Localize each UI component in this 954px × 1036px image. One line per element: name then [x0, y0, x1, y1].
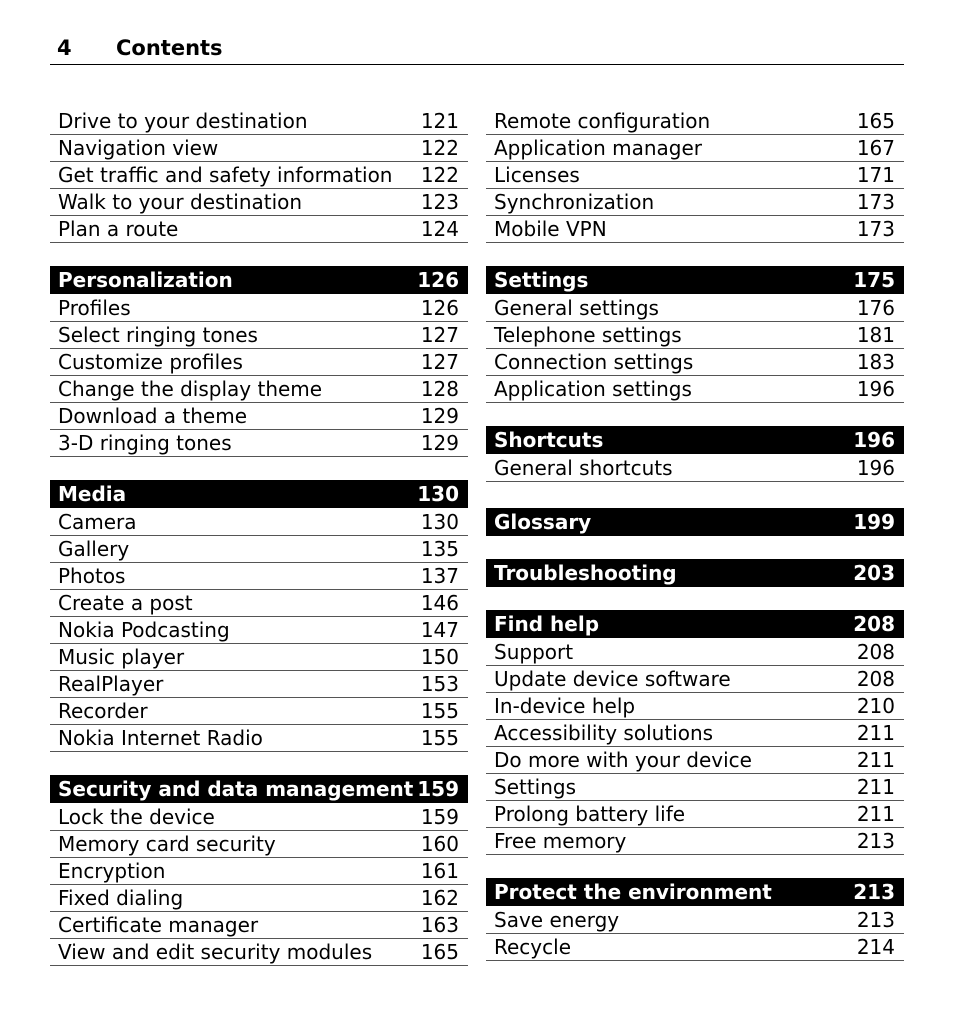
section-title: Glossary	[494, 510, 592, 534]
toc-entry-page: 130	[420, 510, 459, 534]
toc-entry[interactable]	[50, 295, 468, 322]
section-page: 159	[417, 777, 459, 801]
toc-entry-title: Accessibility solutions	[494, 721, 714, 745]
toc-entry[interactable]	[50, 135, 468, 162]
toc-entry-page: 137	[420, 564, 459, 588]
toc-entry-title: Camera	[58, 510, 137, 534]
toc-column-right	[486, 108, 904, 961]
toc-section-shortcuts[interactable]	[486, 426, 904, 454]
toc-entry[interactable]	[50, 216, 468, 243]
section-page: 199	[853, 510, 895, 534]
toc-entry[interactable]	[486, 108, 904, 135]
toc-entry-title: Settings	[494, 775, 577, 799]
toc-entry[interactable]	[50, 162, 468, 189]
toc-entry-title: 3-D ringing tones	[58, 431, 232, 455]
section-title: Media	[58, 482, 127, 506]
toc-entry[interactable]	[486, 720, 904, 747]
toc-entry[interactable]	[50, 349, 468, 376]
toc-entry-title: Gallery	[58, 537, 130, 561]
toc-entry[interactable]	[50, 912, 468, 939]
toc-entry[interactable]	[486, 774, 904, 801]
toc-entry[interactable]	[50, 698, 468, 725]
toc-entry[interactable]	[50, 189, 468, 216]
toc-entry-title: Drive to your destination	[58, 109, 308, 133]
toc-entry-page: 211	[856, 748, 895, 772]
toc-entry[interactable]	[486, 747, 904, 774]
toc-entry-page: 181	[856, 323, 895, 347]
toc-entry-page: 155	[420, 726, 459, 750]
toc-entry-page: 127	[420, 350, 459, 374]
page-number: 4	[57, 36, 72, 60]
toc-entry-title: Do more with your device	[494, 748, 752, 772]
toc-entry-title: Licenses	[494, 163, 580, 187]
toc-entry-page: 171	[856, 163, 895, 187]
toc-entry-page: 124	[420, 217, 459, 241]
toc-entry-title: Walk to your destination	[58, 190, 303, 214]
section-title: Settings	[494, 268, 589, 292]
toc-entry[interactable]	[50, 430, 468, 457]
toc-entry-title: Recorder	[58, 699, 148, 723]
toc-entry[interactable]	[486, 189, 904, 216]
toc-entry-page: 129	[420, 431, 459, 455]
toc-entry-page: 163	[420, 913, 459, 937]
toc-entry-title: Change the display theme	[58, 377, 323, 401]
toc-entry-title: General settings	[494, 296, 659, 320]
toc-entry[interactable]	[486, 349, 904, 376]
toc-entry[interactable]	[486, 455, 904, 482]
toc-entry[interactable]	[50, 617, 468, 644]
toc-section-protect-environment[interactable]	[486, 878, 904, 906]
toc-entry-page: 123	[420, 190, 459, 214]
toc-entry-title: Download a theme	[58, 404, 247, 428]
toc-entry-title: Save energy	[494, 908, 620, 932]
toc-section-security[interactable]	[50, 775, 468, 803]
page-header	[50, 34, 904, 65]
toc-entry[interactable]	[50, 536, 468, 563]
toc-section-glossary[interactable]	[486, 508, 904, 536]
toc-entry[interactable]	[50, 858, 468, 885]
toc-entry-title: Telephone settings	[494, 323, 682, 347]
toc-entry-page: 127	[420, 323, 459, 347]
toc-entry[interactable]	[486, 135, 904, 162]
toc-entry-title: Plan a route	[58, 217, 179, 241]
toc-entry[interactable]	[50, 671, 468, 698]
toc-entry-page: 196	[856, 456, 895, 480]
toc-entry-title: Synchronization	[494, 190, 655, 214]
section-title: Protect the environment	[494, 880, 772, 904]
toc-entry-page: 126	[420, 296, 459, 320]
toc-entry-page: 147	[420, 618, 459, 642]
toc-entry-title: Nokia Podcasting	[58, 618, 230, 642]
toc-entry-page: 161	[420, 859, 459, 883]
page-title: Contents	[116, 36, 223, 60]
toc-section-personalization[interactable]	[50, 266, 468, 294]
toc-entry-page: 211	[856, 721, 895, 745]
toc-entry[interactable]	[486, 162, 904, 189]
toc-entry-title: Free memory	[494, 829, 627, 853]
toc-entry-page: 155	[420, 699, 459, 723]
toc-entry[interactable]	[50, 644, 468, 671]
toc-entry-page: 162	[420, 886, 459, 910]
section-title: Find help	[494, 612, 600, 636]
section-page: 208	[853, 612, 895, 636]
toc-entry-title: In-device help	[494, 694, 636, 718]
section-page: 213	[853, 880, 895, 904]
toc-entry-page: 210	[856, 694, 895, 718]
toc-entry[interactable]	[50, 108, 468, 135]
toc-entry-title: Photos	[58, 564, 126, 588]
toc-entry-page: 196	[856, 377, 895, 401]
toc-entry-page: 211	[856, 802, 895, 826]
section-title: Shortcuts	[494, 428, 604, 452]
section-page: 175	[853, 268, 895, 292]
toc-entry[interactable]	[50, 939, 468, 966]
toc-entry-page: 150	[420, 645, 459, 669]
toc-entry-page: 160	[420, 832, 459, 856]
toc-entry-title: Create a post	[58, 591, 193, 615]
toc-entry-title: Recycle	[494, 935, 571, 959]
toc-section-media[interactable]	[50, 480, 468, 508]
toc-entry[interactable]	[50, 804, 468, 831]
toc-entry[interactable]	[486, 801, 904, 828]
toc-entry-page: 129	[420, 404, 459, 428]
toc-entry[interactable]	[486, 376, 904, 403]
toc-entry-page: 122	[420, 163, 459, 187]
toc-entry-page: 122	[420, 136, 459, 160]
toc-entry[interactable]	[50, 885, 468, 912]
toc-entry[interactable]	[486, 322, 904, 349]
toc-entry[interactable]	[50, 590, 468, 617]
toc-entry-title: Certificate manager	[58, 913, 259, 937]
toc-entry-title: Lock the device	[58, 805, 215, 829]
toc-entry-title: View and edit security modules	[58, 940, 373, 964]
toc-entry-page: 165	[856, 109, 895, 133]
toc-entry-title: Music player	[58, 645, 185, 669]
toc-entry-page: 213	[856, 908, 895, 932]
toc-entry-title: RealPlayer	[58, 672, 164, 696]
toc-entry[interactable]	[486, 639, 904, 666]
toc-entry-page: 121	[420, 109, 459, 133]
toc-entry-title: Customize profiles	[58, 350, 243, 374]
toc-entry[interactable]	[486, 295, 904, 322]
toc-entry-page: 176	[856, 296, 895, 320]
toc-entry-page: 135	[420, 537, 459, 561]
toc-entry-title: Prolong battery life	[494, 802, 686, 826]
toc-entry[interactable]	[50, 725, 468, 752]
toc-entry-page: 173	[856, 217, 895, 241]
toc-entry-page: 165	[420, 940, 459, 964]
toc-entry-page: 183	[856, 350, 895, 374]
toc-entry[interactable]	[486, 666, 904, 693]
toc-entry-title: Get traffic and safety information	[58, 163, 393, 187]
toc-entry[interactable]	[50, 322, 468, 349]
toc-entry[interactable]	[486, 934, 904, 961]
toc-entry-page: 213	[856, 829, 895, 853]
toc-entry-page: 128	[420, 377, 459, 401]
toc-entry-title: Support	[494, 640, 574, 664]
toc-entry[interactable]	[50, 563, 468, 590]
toc-entry-title: Connection settings	[494, 350, 694, 374]
toc-entry-page: 153	[420, 672, 459, 696]
toc-entry[interactable]	[50, 509, 468, 536]
toc-entry-page: 173	[856, 190, 895, 214]
toc-entry[interactable]	[50, 376, 468, 403]
section-title: Security and data management	[58, 777, 414, 801]
toc-entry[interactable]	[486, 828, 904, 855]
toc-entry-title: Application manager	[494, 136, 702, 160]
toc-entry-page: 208	[856, 667, 895, 691]
toc-entry[interactable]	[50, 403, 468, 430]
toc-entry-title: Encryption	[58, 859, 166, 883]
toc-section-troubleshooting[interactable]	[486, 559, 904, 587]
toc-entry[interactable]	[50, 831, 468, 858]
toc-entry[interactable]	[486, 693, 904, 720]
toc-column-left	[50, 108, 468, 966]
section-page: 130	[417, 482, 459, 506]
toc-entry-title: Application settings	[494, 377, 692, 401]
toc-entry[interactable]	[486, 907, 904, 934]
toc-entry-title: Nokia Internet Radio	[58, 726, 263, 750]
toc-entry-title: Select ringing tones	[58, 323, 258, 347]
toc-entry-page: 211	[856, 775, 895, 799]
toc-entry-title: Remote configuration	[494, 109, 711, 133]
toc-entry-page: 146	[420, 591, 459, 615]
toc-entry-title: Memory card security	[58, 832, 276, 856]
section-page: 196	[853, 428, 895, 452]
toc-entry-title: Profiles	[58, 296, 131, 320]
section-title: Troubleshooting	[494, 561, 677, 585]
section-page: 126	[417, 268, 459, 292]
toc-entry-page: 208	[856, 640, 895, 664]
toc-entry-title: General shortcuts	[494, 456, 673, 480]
section-title: Personalization	[58, 268, 233, 292]
toc-entry-title: Fixed dialing	[58, 886, 184, 910]
toc-entry-title: Navigation view	[58, 136, 219, 160]
toc-entry-title: Update device software	[494, 667, 731, 691]
toc-entry-page: 167	[856, 136, 895, 160]
toc-section-settings[interactable]	[486, 266, 904, 294]
toc-entry-page: 214	[856, 935, 895, 959]
section-page: 203	[853, 561, 895, 585]
toc-entry[interactable]	[486, 216, 904, 243]
toc-section-find-help[interactable]	[486, 610, 904, 638]
toc-entry-page: 159	[420, 805, 459, 829]
toc-entry-title: Mobile VPN	[494, 217, 607, 241]
